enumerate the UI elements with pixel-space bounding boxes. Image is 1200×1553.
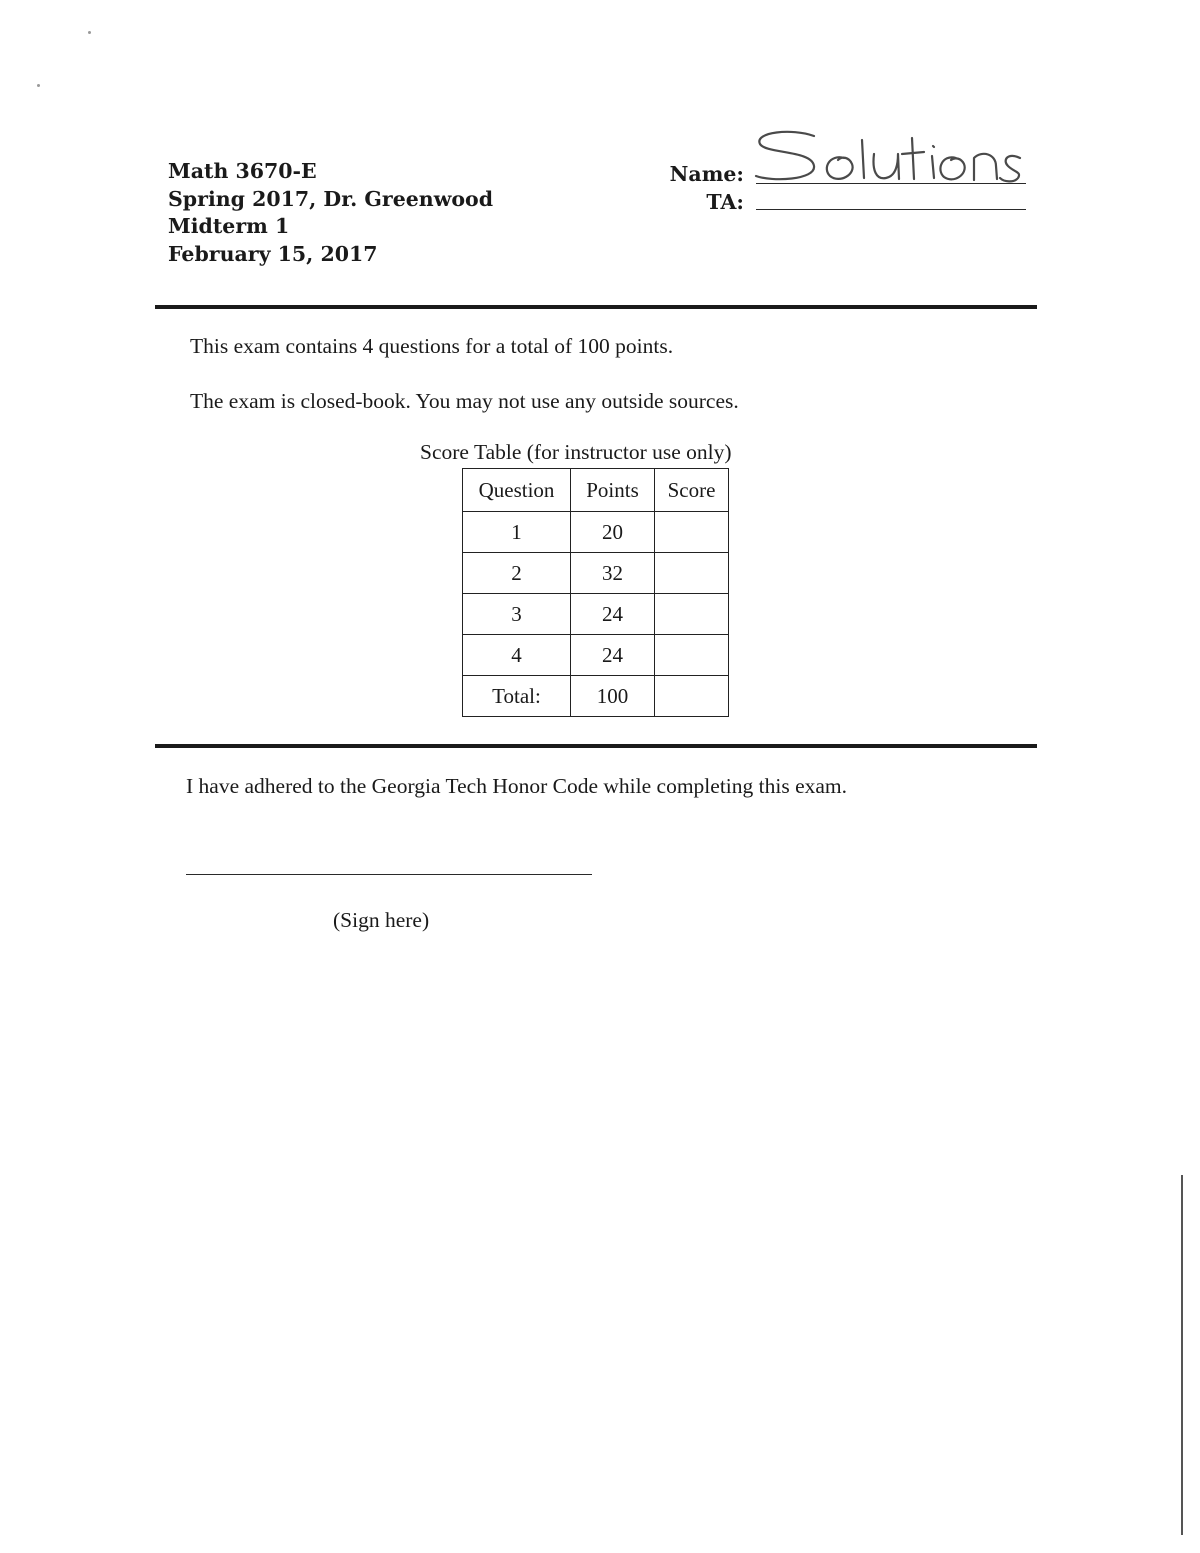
header-question: Question xyxy=(463,469,571,512)
total-score-cell[interactable] xyxy=(655,676,729,717)
course-title: Math 3670-E xyxy=(168,159,317,183)
table-row xyxy=(463,512,729,553)
ta-line[interactable] xyxy=(756,209,1026,210)
score-cell[interactable] xyxy=(655,594,729,635)
table-header-row xyxy=(463,469,729,512)
total-points-cell: 100 xyxy=(571,676,655,717)
question-cell: 2 xyxy=(463,553,571,594)
score-table xyxy=(462,468,729,717)
score-table-caption: Score Table (for instructor use only) xyxy=(420,440,732,464)
question-cell: 3 xyxy=(463,594,571,635)
points-cell: 32 xyxy=(571,553,655,594)
instruction-total-points: This exam contains 4 questions for a total of 100 points. xyxy=(190,334,674,358)
handwritten-name-text: Solutions xyxy=(752,124,756,125)
honor-code-statement: I have adhered to the Georgia Tech Honor Code while completing this exam. xyxy=(186,774,848,798)
points-cell: 20 xyxy=(571,512,655,553)
scan-speck xyxy=(37,84,40,87)
points-cell: 24 xyxy=(571,635,655,676)
sign-here-label: (Sign here) xyxy=(333,908,430,932)
score-cell[interactable] xyxy=(655,635,729,676)
table-total-row xyxy=(463,676,729,717)
bottom-rule xyxy=(155,744,1037,748)
points-cell: 24 xyxy=(571,594,655,635)
score-cell[interactable] xyxy=(655,553,729,594)
exam-name: Midterm 1 xyxy=(168,214,290,238)
instruction-closed-book: The exam is closed-book. You may not use any outside sources. xyxy=(190,389,739,413)
term-instructor: Spring 2017, Dr. Greenwood xyxy=(168,186,494,211)
score-cell[interactable] xyxy=(655,512,729,553)
exam-date: February 15, 2017 xyxy=(168,241,378,266)
ta-label: TA: xyxy=(706,190,744,214)
top-rule xyxy=(155,305,1037,309)
handwritten-name xyxy=(752,124,1022,186)
scan-edge xyxy=(1181,1175,1183,1535)
question-cell: 4 xyxy=(463,635,571,676)
course-header xyxy=(168,158,493,268)
scan-speck xyxy=(88,31,91,34)
header-score: Score xyxy=(655,469,729,512)
name-label: Name: xyxy=(669,162,744,186)
total-label-cell: Total: xyxy=(463,676,571,717)
table-row xyxy=(463,594,729,635)
table-row xyxy=(463,553,729,594)
signature-line[interactable] xyxy=(186,874,592,875)
header-points: Points xyxy=(571,469,655,512)
table-row xyxy=(463,635,729,676)
question-cell: 1 xyxy=(463,512,571,553)
